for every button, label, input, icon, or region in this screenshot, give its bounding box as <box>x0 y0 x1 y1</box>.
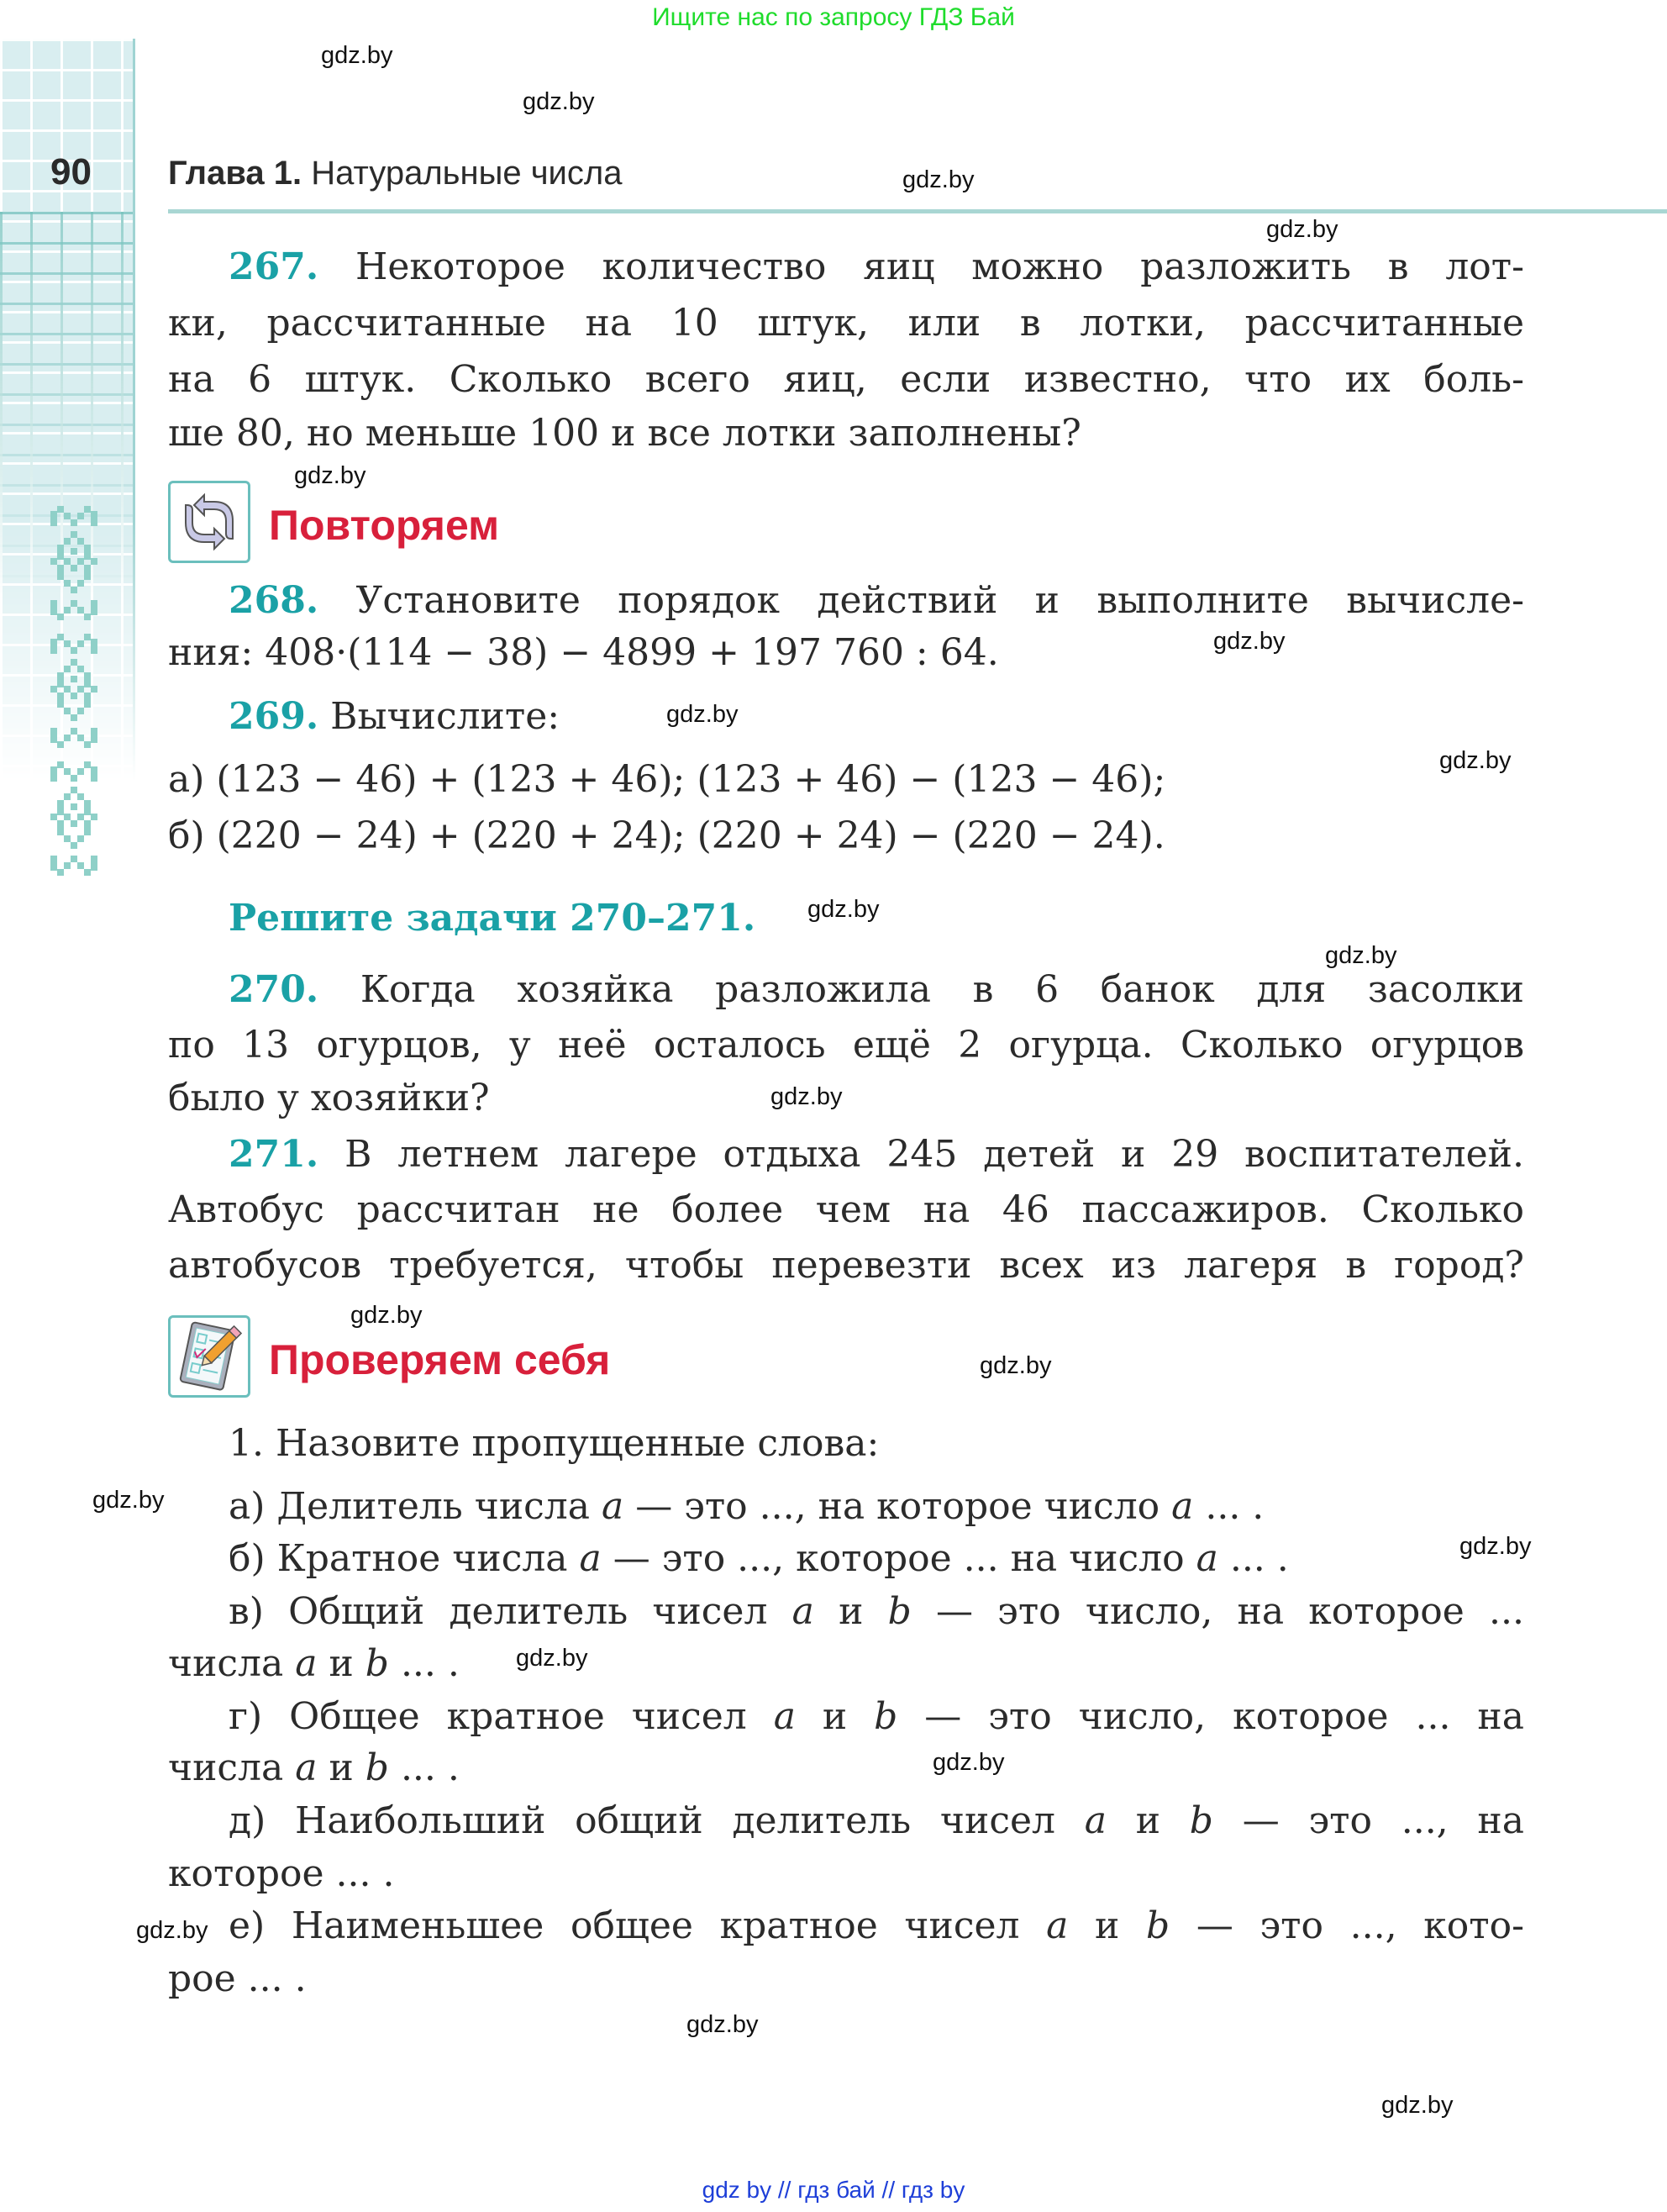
self-check-item-d: д) Наибольший общий делитель чисел a и b — это ..., на <box>229 1799 1524 1842</box>
problem-268-line-2: ния: 408·(114 − 38) − 4899 + 197 760 : 64. <box>168 631 999 674</box>
watermark: gdz.by <box>902 166 975 193</box>
problem-267-line-3: на 6 штук. Сколько всего яиц, если известно, что их боль- <box>168 358 1524 401</box>
watermark: gdz.by <box>350 1302 423 1329</box>
watermark: gdz.by <box>523 88 595 115</box>
watermark: gdz.by <box>807 896 880 923</box>
page-number: 90 <box>50 151 92 192</box>
self-check-item-e: е) Наименьшее общее кратное чисел a и b — это ..., кото- <box>229 1904 1524 1947</box>
self-check-item-d-cont: которое ... . <box>168 1852 395 1895</box>
problem-269-item-b: б) (220 − 24) + (220 + 24); (220 + 24) − (220 − 24). <box>168 814 1165 857</box>
watermark: gdz.by <box>321 42 393 69</box>
problem-267-line-2: ки, рассчитанные на 10 штук, или в лотки, рассчитанные <box>168 302 1524 345</box>
checklist-pencil-icon <box>168 1315 250 1398</box>
self-check-item-v-cont: числа a и b ... . <box>168 1642 460 1685</box>
problem-number: 267. <box>229 245 319 288</box>
watermark: gdz.by <box>686 2011 759 2038</box>
watermark: gdz.by <box>933 1749 1005 1776</box>
section-title-self-check: Проверяем себя <box>269 1336 611 1383</box>
problem-number: 268. <box>229 579 319 622</box>
chapter-heading <box>168 155 622 192</box>
watermark: gdz.by <box>666 701 739 728</box>
problem-number: 271. <box>229 1133 319 1176</box>
watermark: gdz.by <box>294 462 366 489</box>
watermark: gdz.by <box>980 1352 1052 1379</box>
chapter-title: Натуральные числа <box>311 155 623 192</box>
self-check-item-v: в) Общий делитель чисел a и b — это число, на которое ... <box>229 1590 1524 1633</box>
problem-271-line-1: 271. В летнем лагере отдыха 245 детей и 29 воспитателей. <box>229 1133 1524 1176</box>
watermark: gdz.by <box>1266 216 1338 243</box>
problem-270-line-2: по 13 огурцов, у неё осталось ещё 2 огурца. Сколько огурцов <box>168 1024 1524 1066</box>
watermark: gdz.by <box>770 1083 843 1110</box>
problem-269-title: 269. Вычислите: <box>229 695 560 738</box>
self-check-item-e-cont: рое ... . <box>168 1957 307 2000</box>
watermark: gdz.by <box>1459 1533 1532 1560</box>
self-check-task: 1. Назовите пропущенные слова: <box>229 1422 880 1465</box>
footer-links[interactable]: gdz by // гдз бай // гдз by <box>702 2177 965 2203</box>
problem-number: 269. <box>229 695 319 738</box>
header-rule <box>168 209 1667 213</box>
watermark: gdz.by <box>1325 942 1397 969</box>
watermark: gdz.by <box>1213 628 1286 655</box>
self-check-item-a: а) Делитель числа a — это ..., на которое число a ... . <box>229 1485 1265 1528</box>
self-check-item-b: б) Кратное числа a — это ..., которое ... на число a ... . <box>229 1537 1289 1580</box>
problem-268-line-1: 268. Установите порядок действий и выполните вычисле- <box>229 579 1524 622</box>
watermark: gdz.by <box>1439 747 1512 774</box>
problem-270-line-1: 270. Когда хозяйка разложила в 6 банок для засолки <box>229 968 1524 1011</box>
chapter-label: Глава 1. <box>168 155 302 192</box>
problem-number: 270. <box>229 968 319 1011</box>
section-title-review: Повторяем <box>269 502 500 549</box>
watermark: gdz.by <box>92 1487 165 1514</box>
problem-269-item-a: а) (123 − 46) + (123 + 46); (123 + 46) − (123 − 46); <box>168 758 1166 801</box>
ornament-icon <box>47 503 101 898</box>
problem-271-line-2: Автобус рассчитан не более чем на 46 пассажиров. Сколько <box>168 1188 1524 1231</box>
problem-271-line-3: автобусов требуется, чтобы перевезти всех из лагеря в город? <box>168 1244 1524 1287</box>
watermark: gdz.by <box>516 1645 588 1672</box>
watermark: gdz.by <box>136 1917 208 1944</box>
problem-270-line-3: было у хозяйки? <box>168 1077 490 1119</box>
self-check-item-g-cont: числа a и b ... . <box>168 1746 460 1789</box>
problem-267-line-1: 267. Некоторое количество яиц можно разложить в лот- <box>229 245 1524 288</box>
problem-267-line-4: ше 80, но меньше 100 и все лотки заполнены? <box>168 412 1081 455</box>
search-banner: Ищите нас по запросу ГДЗ Бай <box>652 3 1015 31</box>
self-check-item-g: г) Общее кратное чисел a и b — это число, которое ... на <box>229 1695 1524 1738</box>
repeat-arrows-icon <box>168 481 250 563</box>
watermark: gdz.by <box>1381 2092 1454 2119</box>
solve-heading: Решите задачи 270–271. <box>229 897 756 940</box>
